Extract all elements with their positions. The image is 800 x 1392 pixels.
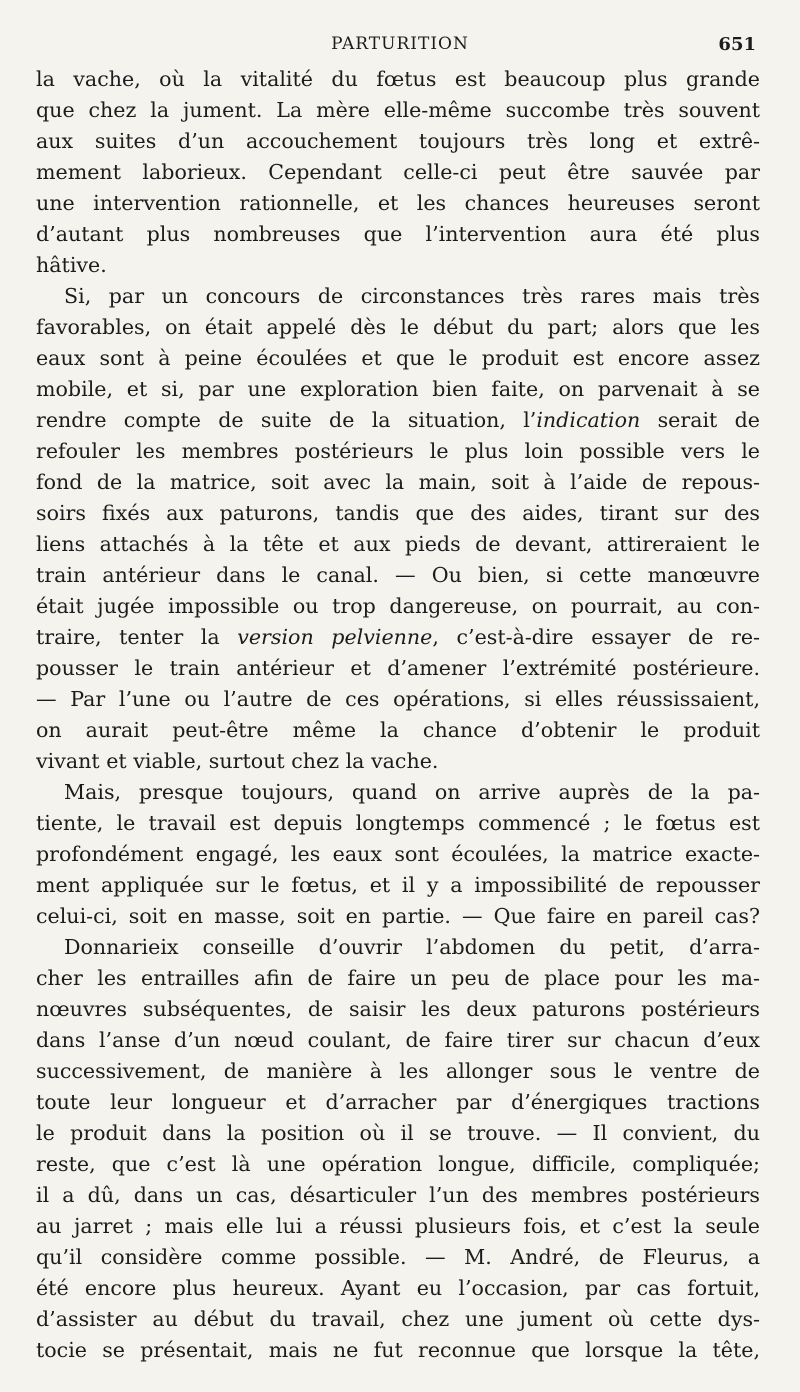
- text-line: successivement, de manière à les allonger sous le ventre de: [36, 1059, 760, 1083]
- text-fragment: fouler les membres postérieurs le plus loin possible vers le: [58, 439, 760, 463]
- text-line: une intervention rationnelle, et les chances heureuses seront: [36, 191, 760, 215]
- text-line: hâtive.: [36, 253, 107, 277]
- text-fragment: re: [36, 439, 59, 463]
- text-line: été encore plus heureux. Ayant eu l’occasion, par cas fortuit,: [36, 1276, 760, 1300]
- text-line: [36, 622, 760, 653]
- text-line: aux suites d’un accouchement toujours très long et extrê-: [36, 129, 760, 153]
- text-line: vivant et viable, surtout chez la vache.: [36, 749, 439, 773]
- running-header: [0, 34, 800, 58]
- text-line: que chez la jument. La mère elle-même succombe très souvent: [36, 98, 760, 122]
- text-line: soirs fixés aux paturons, tandis que des aides, tirant sur des: [36, 501, 760, 525]
- text-line: au jarret ; mais elle lui a réussi plusieurs fois, et c’est la seule: [36, 1214, 760, 1238]
- paragraph-2: [36, 281, 760, 777]
- text-line: eaux sont à peine écoulées et que le produit est encore assez: [36, 346, 760, 370]
- text-line: tocie se présentait, mais ne fut reconnue que lorsque la tête,: [36, 1338, 760, 1362]
- text-line: nœuvres subséquentes, de saisir les deux paturons postérieurs: [36, 997, 760, 1021]
- text-line: d’assister au début du travail, chez une jument où cette dys-: [36, 1307, 760, 1331]
- text-line: liens attachés à la tête et aux pieds de devant, attireraient le: [36, 532, 760, 556]
- text-line: la vache, où la vitalité du fœtus est beaucoup plus grande: [36, 67, 760, 91]
- text-line: cher les entrailles afin de faire un peu de place pour les ma-: [36, 966, 760, 990]
- text-line: Donnarieix conseille d’ouvrir l’abdomen du petit, d’arra-: [64, 935, 760, 959]
- text-line: — Par l’une ou l’autre de ces opérations, si elles réussissaient,: [36, 687, 760, 711]
- text-fragment: , c’est-à-dire essayer de re-: [432, 625, 760, 649]
- text-fragment: traire, tenter la: [36, 625, 238, 649]
- text-line: qu’il considère comme possible. — M. André, de Fleurus, a: [36, 1245, 760, 1269]
- text-line: le produit dans la position où il se trouve. — Il convient, du: [36, 1121, 760, 1145]
- text-line: toute leur longueur et d’arracher par d’énergiques tractions: [36, 1090, 760, 1114]
- text-line: train antérieur dans le canal. — Ou bien, si cette manœuvre: [36, 563, 760, 587]
- text-line: mement laborieux. Cependant celle-ci peut être sauvée par: [36, 160, 760, 184]
- text-line: dans l’anse d’un nœud coulant, de faire tirer sur chacun d’eux: [36, 1028, 760, 1052]
- paragraph-4: [36, 932, 760, 1366]
- body-text: [36, 64, 760, 1366]
- italic-term: indication: [536, 408, 641, 432]
- text-line: on aurait peut-être même la chance d’obtenir le produit: [36, 718, 760, 742]
- text-fragment: serait de: [640, 408, 760, 432]
- text-line: était jugée impossible ou trop dangereuse, on pourrait, au con-: [36, 594, 760, 618]
- italic-term: version pelvienne: [237, 625, 433, 649]
- text-line: favorables, on était appelé dès le début du part; alors que les: [36, 315, 760, 339]
- text-line: mobile, et si, par une exploration bien faite, on parvenait à se: [36, 377, 760, 401]
- text-line: celui-ci, soit en masse, soit en partie. — Que faire en pareil cas?: [36, 904, 760, 928]
- text-fragment: rendre compte de suite de la situation, l’: [36, 408, 537, 432]
- paragraph-3: [36, 777, 760, 932]
- text-line: Mais, presque toujours, quand on arrive auprès de la pa-: [64, 780, 760, 804]
- text-line: Si, par un concours de circonstances très rares mais très: [64, 284, 760, 308]
- text-line: profondément engagé, les eaux sont écoulées, la matrice exacte-: [36, 842, 760, 866]
- text-line: tiente, le travail est depuis longtemps commencé ; le fœtus est: [36, 811, 760, 835]
- paragraph-1: [36, 64, 760, 281]
- text-line: fond de la matrice, soit avec la main, soit à l’aide de repous-: [36, 470, 760, 494]
- text-line: reste, que c’est là une opération longue, difficile, compliquée;: [36, 1152, 760, 1176]
- running-title: PARTURITION: [331, 34, 469, 54]
- text-line: d’autant plus nombreuses que l’intervention aura été plus: [36, 222, 760, 246]
- text-line: pousser le train antérieur et d’amener l’extrémité postérieure.: [36, 656, 760, 680]
- text-line: il a dû, dans un cas, désarticuler l’un des membres postérieurs: [36, 1183, 760, 1207]
- text-line: [36, 405, 760, 436]
- text-line: ment appliquée sur le fœtus, et il y a impossibilité de repousser: [36, 873, 760, 897]
- text-line: [36, 436, 760, 467]
- page-number: 651: [718, 34, 756, 55]
